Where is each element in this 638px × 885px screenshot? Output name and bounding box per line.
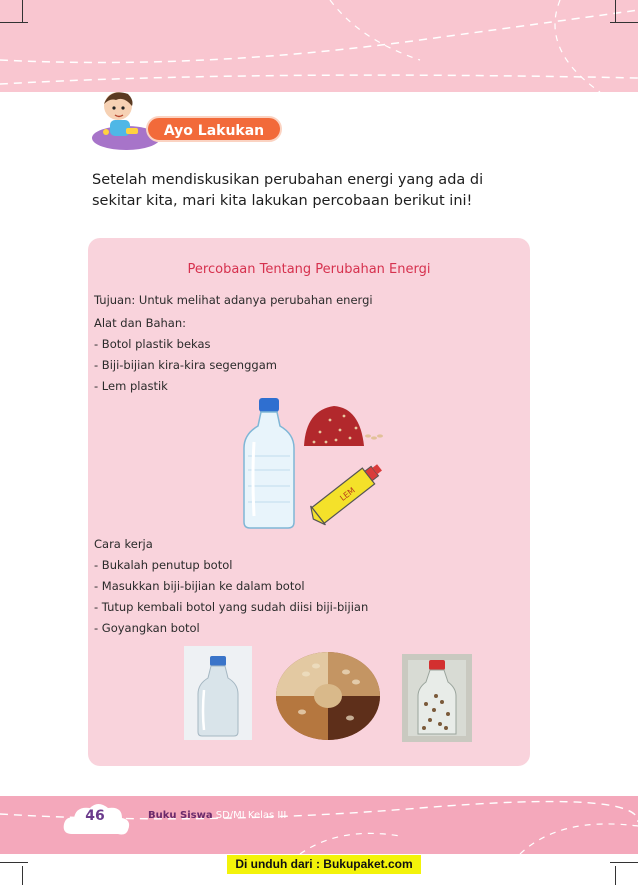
- book-title-bold: Buku Siswa: [148, 810, 213, 821]
- glue-tube-drawing: [304, 450, 392, 534]
- step-item: - Bukalah penutup botol: [94, 558, 233, 572]
- intro-paragraph: Setelah mendiskusikan perubahan energi yang ada di sekitar kita, mari kita lakukan percobaan berikut ini!: [92, 172, 484, 209]
- header-decoration: [0, 0, 638, 92]
- steps-heading: Cara kerja: [94, 537, 153, 551]
- material-item: - Biji-bijian kira-kira segenggam: [94, 358, 277, 372]
- step-item: - Tutup kembali botol yang sudah diisi biji-bijian: [94, 600, 369, 614]
- materials-heading: Alat dan Bahan:: [94, 316, 186, 330]
- crop-mark: [0, 862, 28, 863]
- crop-mark: [22, 0, 23, 22]
- crop-mark: [610, 862, 638, 863]
- experiment-title: Percobaan Tentang Perubahan Energi: [187, 262, 431, 277]
- section-badge: Ayo Lakukan: [146, 116, 282, 142]
- empty-bottle-photo: [184, 646, 252, 740]
- material-item: - Botol plastik bekas: [94, 337, 211, 351]
- seeds-drawing: [300, 402, 384, 452]
- page-number: 46: [85, 808, 105, 824]
- experiment-goal: Tujuan: Untuk melihat adanya perubahan energi: [94, 293, 373, 307]
- nuts-photo: [276, 652, 380, 740]
- crop-mark: [615, 0, 616, 22]
- bottle-drawing: [240, 396, 298, 532]
- crop-mark: [615, 866, 616, 885]
- material-item: - Lem plastik: [94, 379, 168, 393]
- crop-mark: [22, 866, 23, 885]
- crop-mark: [610, 22, 638, 23]
- download-link[interactable]: Di unduh dari : Bukupaket.com: [227, 855, 421, 874]
- book-title-rest: SD/MI Kelas III: [212, 810, 287, 821]
- step-item: - Goyangkan botol: [94, 621, 200, 635]
- header-band: [0, 0, 638, 92]
- book-title: [148, 810, 286, 821]
- glue-label: LEM: [338, 485, 357, 503]
- step-item: - Masukkan biji-bijian ke dalam botol: [94, 579, 305, 593]
- crop-mark: [0, 22, 28, 23]
- filled-bottle-photo: [402, 654, 472, 742]
